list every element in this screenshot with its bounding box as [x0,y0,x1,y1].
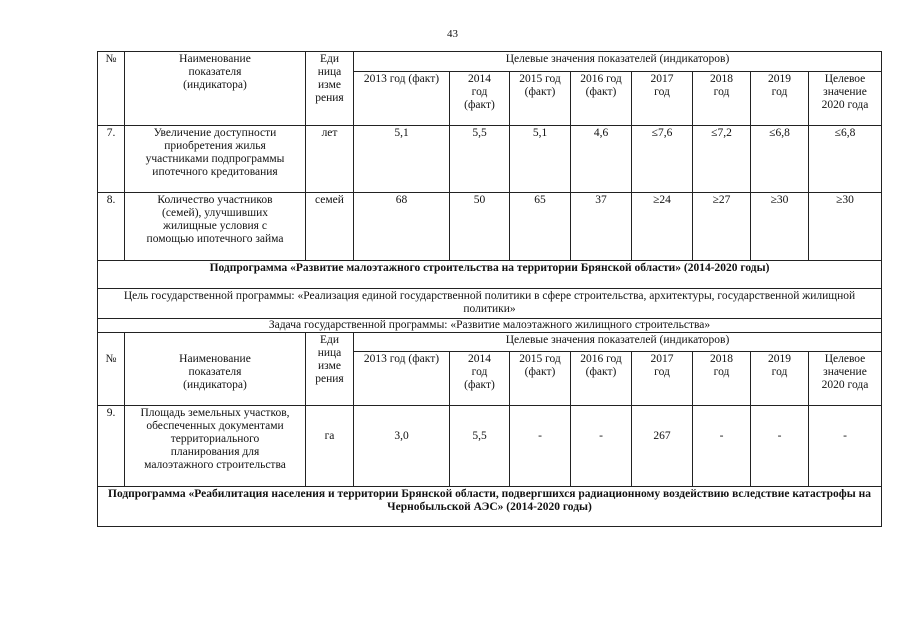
table-row [98,126,882,193]
value-cell: ≥24 [632,193,693,261]
row-num: 7. [98,126,125,193]
header-num: № [98,333,125,406]
subprogram-heading: Подпрограмма «Развитие малоэтажного строительства на территории Брянской области» (2014-2020 годы) [98,261,882,289]
header-name: Наименование показателя (индикатора) [125,333,306,406]
header-year: 2017 год [632,72,693,126]
header-year: 2015 год (факт) [510,72,571,126]
header-year: Целевое значение 2020 года [809,72,882,126]
header-year: 2013 год (факт) [354,72,450,126]
program-task: Задача государственной программы: «Развитие малоэтажного жилищного строительства» [98,319,882,333]
header-targets: Целевые значения показателей (индикаторов) [354,52,882,72]
header-year: 2019 год [751,352,809,406]
value-cell: - [809,406,882,487]
header-year: 2019 год [751,72,809,126]
value-cell: 5,1 [354,126,450,193]
indicator-unit: га [306,406,354,487]
value-cell: ≤6,8 [809,126,882,193]
row-num: 9. [98,406,125,487]
value-cell: 65 [510,193,571,261]
header-year: 2015 год (факт) [510,352,571,406]
header-year: 2018 год [693,352,751,406]
table-row [98,193,882,261]
value-cell: - [751,406,809,487]
value-cell: ≤6,8 [751,126,809,193]
value-cell: 5,1 [510,126,571,193]
value-cell: - [510,406,571,487]
header-num: № [98,52,125,126]
table-row [98,406,882,487]
indicator-name: Увеличение доступности приобретения жилья участниками подпрограммы ипотечного кредитования [125,126,306,193]
program-goal: Цель государственной программы: «Реализация единой государственной политики в сфере строительства, архитектуры, государственной жилищной политики» [98,289,882,319]
value-cell: 50 [450,193,510,261]
header-year: 2016 год (факт) [571,72,632,126]
value-cell: 68 [354,193,450,261]
value-cell: 3,0 [354,406,450,487]
indicator-name: Площадь земельных участков, обеспеченных документами территориального планирования для малоэтажного строительства [125,406,306,487]
value-cell: ≥30 [751,193,809,261]
header-year: 2014 год (факт) [450,352,510,406]
indicator-unit: семей [306,193,354,261]
value-cell: 37 [571,193,632,261]
value-cell: 4,6 [571,126,632,193]
indicator-name: Количество участников (семей), улучшивших жилищные условия с помощью ипотечного займа [125,193,306,261]
value-cell: - [571,406,632,487]
indicator-unit: лет [306,126,354,193]
header-year: 2014 год (факт) [450,72,510,126]
row-num: 8. [98,193,125,261]
header-year: 2018 год [693,72,751,126]
value-cell: 5,5 [450,406,510,487]
header-year: Целевое значение 2020 года [809,352,882,406]
header-unit: Еди ница изме рения [306,52,354,126]
value-cell: ≥30 [809,193,882,261]
header-year: 2013 год (факт) [354,352,450,406]
value-cell: ≥27 [693,193,751,261]
subprogram-heading: Подпрограмма «Реабилитация населения и территории Брянской области, подвергшихся радиационному воздействию вследствие катастрофы на Чернобыльской АЭС» (2014-2020 годы) [98,487,882,527]
value-cell: 267 [632,406,693,487]
header-targets: Целевые значения показателей (индикаторов) [354,333,882,352]
header-unit: Еди ница изме рения [306,333,354,406]
page-number: 43 [447,28,458,40]
value-cell: ≤7,6 [632,126,693,193]
value-cell: 5,5 [450,126,510,193]
header-year: 2016 год (факт) [571,352,632,406]
header-year: 2017 год [632,352,693,406]
value-cell: ≤7,2 [693,126,751,193]
header-name: Наименование показателя (индикатора) [125,52,306,126]
value-cell: - [693,406,751,487]
indicators-table [97,51,882,527]
